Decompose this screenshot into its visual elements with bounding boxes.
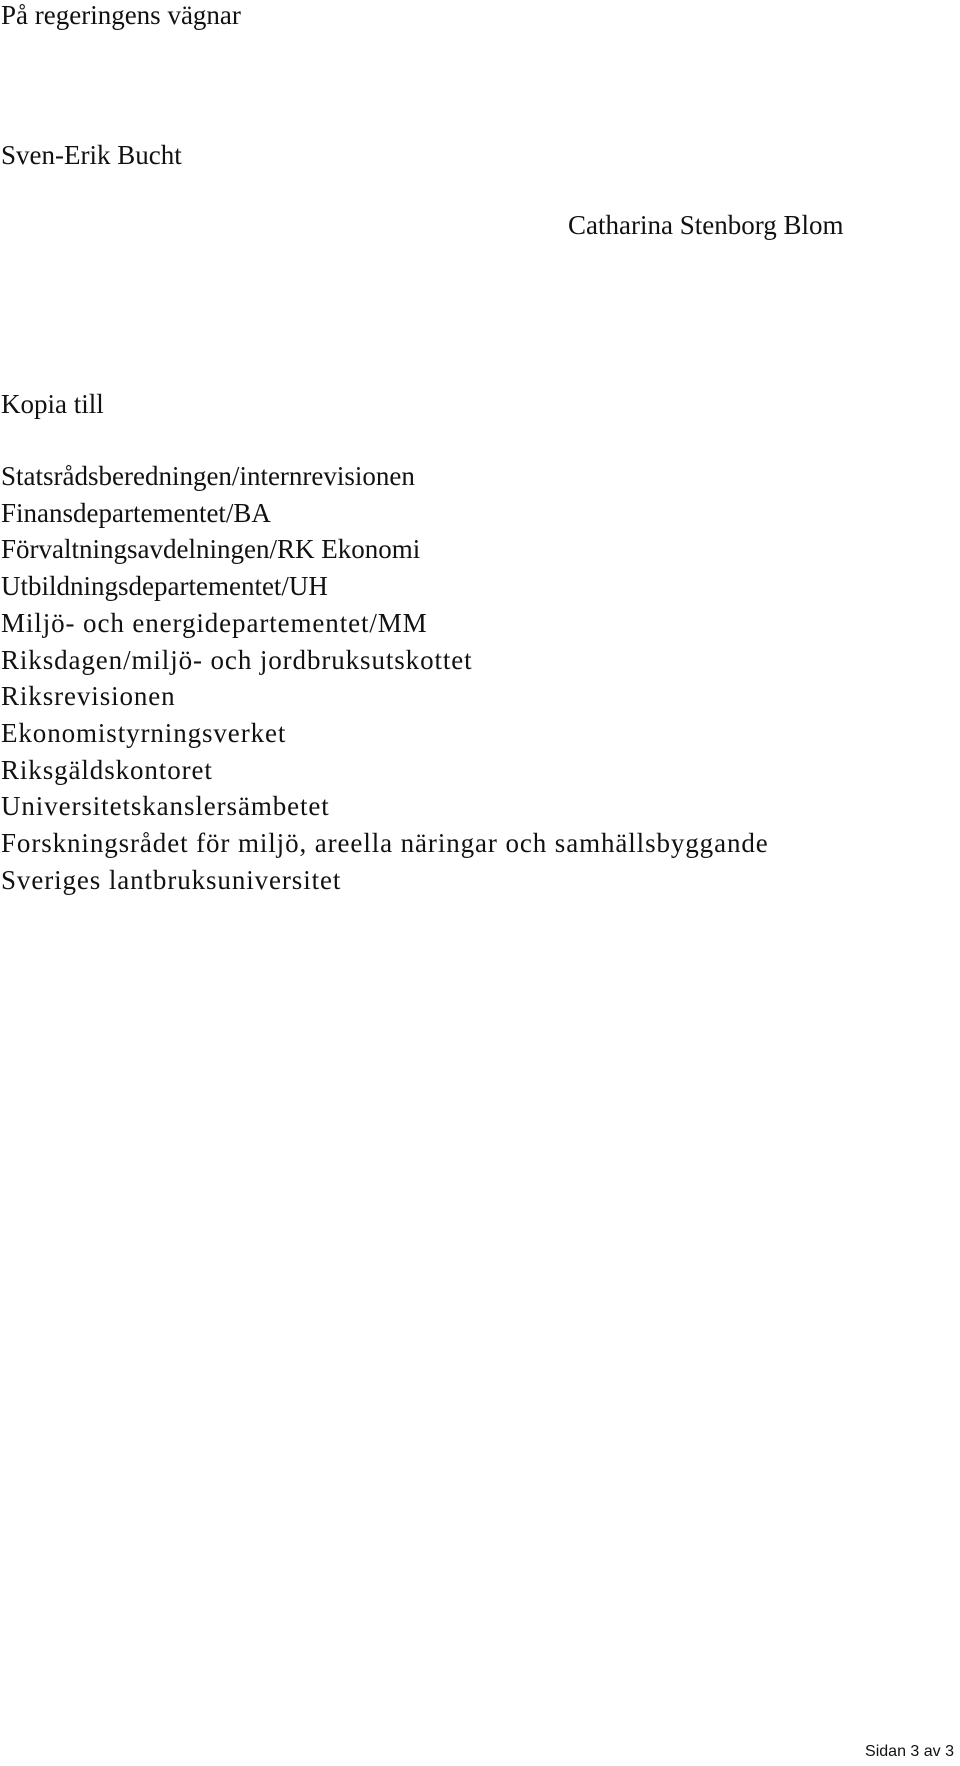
- recipient-item: Riksrevisionen: [1, 681, 176, 712]
- recipient-item: Ekonomistyrningsverket: [1, 717, 287, 748]
- recipient-item: Miljö- och energidepartementet/MM: [1, 607, 428, 638]
- recipient-list: [1, 458, 769, 898]
- recipient-item: Riksdagen/miljö- och jordbruksutskottet: [1, 644, 473, 675]
- copy-to-heading: Kopia till: [1, 389, 104, 419]
- recipient-item: Statsrådsberedningen/internrevisionen: [1, 461, 415, 491]
- signatory-primary: Sven-Erik Bucht: [1, 140, 182, 170]
- recipient-item: Riksgäldskontoret: [1, 754, 213, 785]
- recipient-item: Förvaltningsavdelningen/RK Ekonomi: [1, 534, 421, 565]
- closing-phrase: På regeringens vägnar: [1, 0, 241, 30]
- recipient-item: Forskningsrådet för miljö, areella näringar och samhällsbyggande: [1, 828, 769, 859]
- signatory-secondary: Catharina Stenborg Blom: [568, 210, 844, 240]
- recipient-item: Universitetskanslersämbetet: [1, 791, 330, 822]
- recipient-item: Finansdepartementet/BA: [1, 497, 271, 528]
- recipient-item: Sveriges lantbruksuniversitet: [1, 864, 342, 895]
- page-number: Sidan 3 av 3: [865, 1743, 954, 1760]
- recipient-item: Utbildningsdepartementet/UH: [1, 571, 328, 602]
